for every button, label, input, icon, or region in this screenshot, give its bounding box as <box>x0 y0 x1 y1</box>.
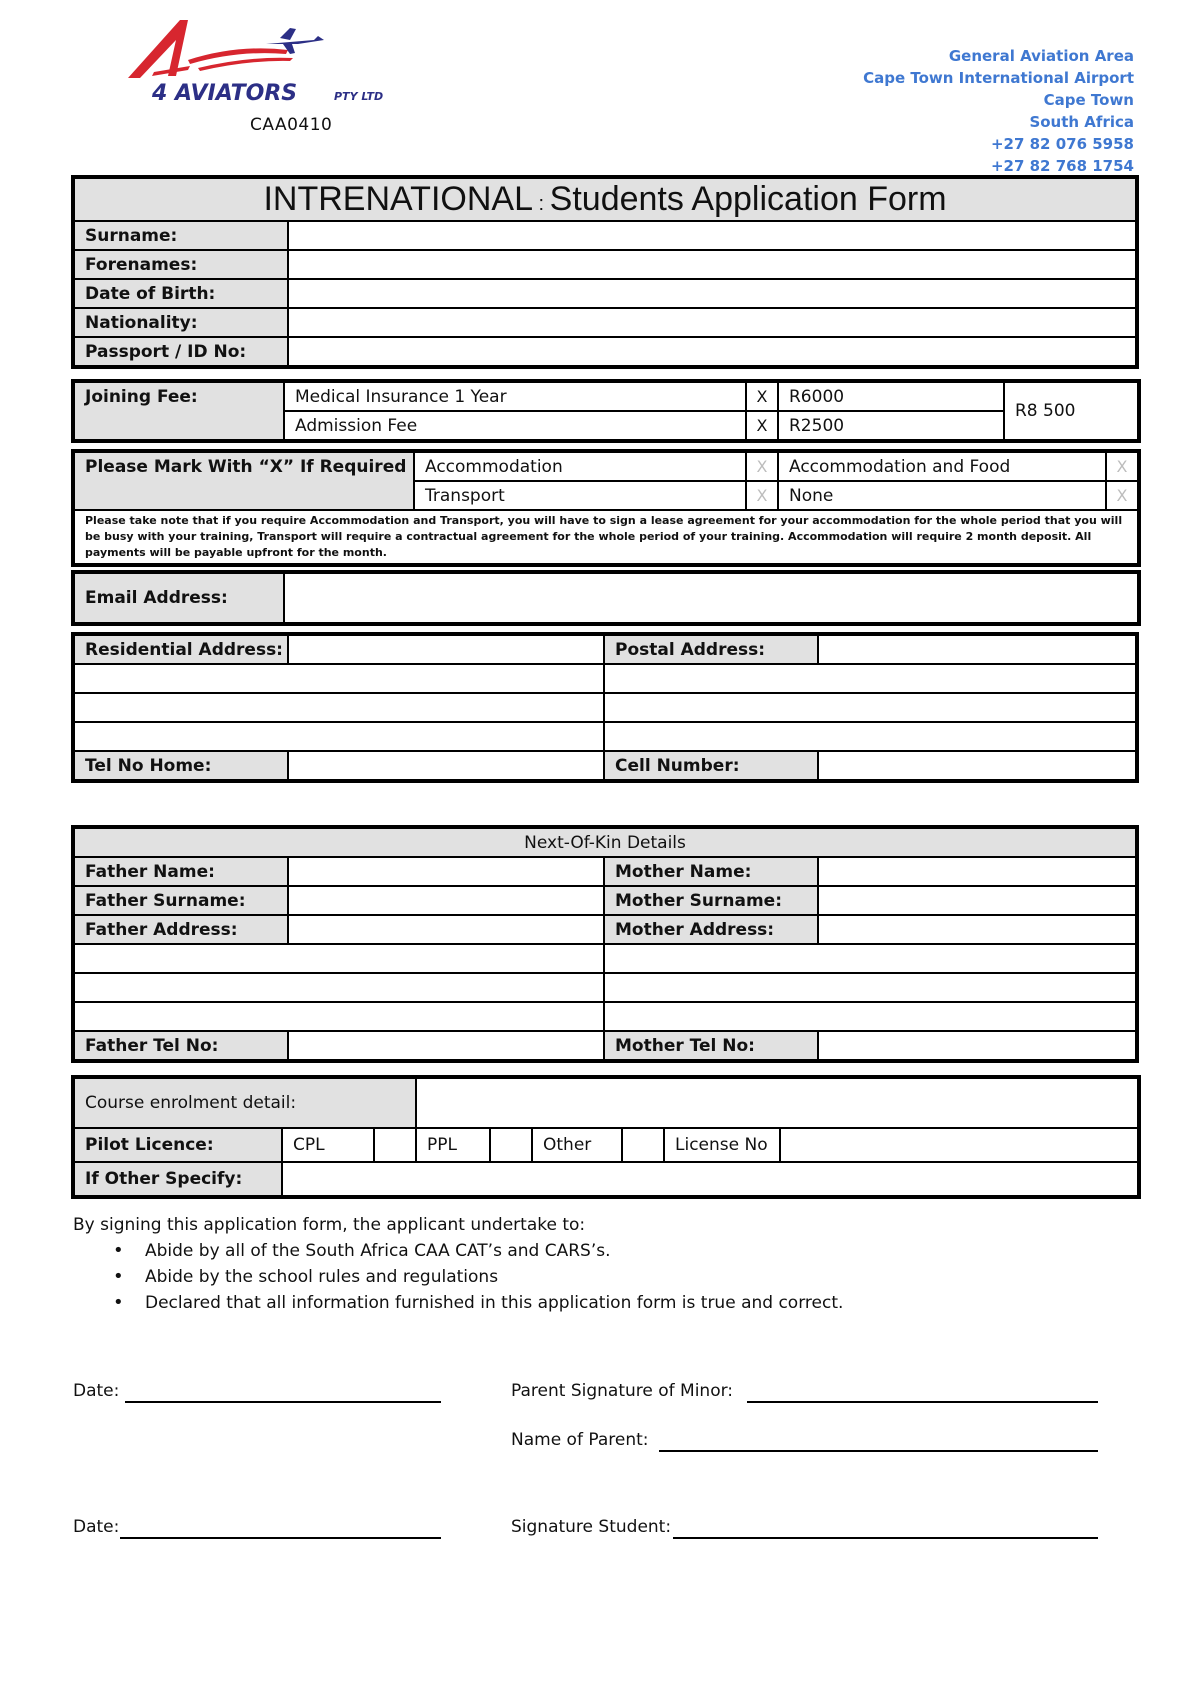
nationality-field[interactable] <box>288 308 1136 337</box>
none-checkbox[interactable]: X <box>1106 481 1138 510</box>
date-line-2[interactable] <box>120 1537 441 1539</box>
form-code: CAA0410 <box>250 115 333 135</box>
father-address-field[interactable] <box>288 915 604 944</box>
father-address-line[interactable] <box>74 1002 604 1031</box>
mother-tel-field[interactable] <box>818 1031 1136 1060</box>
joining-fee-label: Joining Fee: <box>74 382 284 440</box>
fee-item-mark[interactable]: X <box>746 411 778 440</box>
fee-item-mark[interactable]: X <box>746 382 778 411</box>
transport-checkbox[interactable]: X <box>746 481 778 510</box>
option-accommodation-food: Accommodation and Food <box>778 452 1106 481</box>
surname-label: Surname: <box>74 221 288 250</box>
mother-name-field[interactable] <box>818 857 1136 886</box>
consent-list <box>113 1238 843 1316</box>
joining-fee-table <box>73 381 1139 441</box>
postal-line[interactable] <box>604 664 1136 693</box>
address-line: Cape Town International Airport <box>863 69 1134 87</box>
surname-field[interactable] <box>288 221 1136 250</box>
address-line: Cape Town <box>1043 91 1134 109</box>
company-logo <box>118 14 458 106</box>
svg-text:4 AVIATORS: 4 AVIATORS <box>152 81 298 106</box>
mother-address-line[interactable] <box>604 1002 1136 1031</box>
nationality-label: Nationality: <box>74 308 288 337</box>
other-specify-field[interactable] <box>282 1162 1138 1196</box>
forenames-label: Forenames: <box>74 250 288 279</box>
father-address-line[interactable] <box>74 944 604 973</box>
consent-intro: By signing this application form, the applicant undertake to: <box>73 1215 586 1235</box>
ppl-label: PPL <box>416 1128 490 1162</box>
license-no-field[interactable] <box>780 1128 1138 1162</box>
forenames-field[interactable] <box>288 250 1136 279</box>
mother-surname-label: Mother Surname: <box>604 886 818 915</box>
postal-line[interactable] <box>604 693 1136 722</box>
accommodation-food-checkbox[interactable]: X <box>1106 452 1138 481</box>
address-line: South Africa <box>1029 113 1134 131</box>
dob-field[interactable] <box>288 279 1136 308</box>
consent-section <box>73 1212 843 1316</box>
date-label-2: Date: <box>73 1517 120 1537</box>
mother-address-line[interactable] <box>604 944 1136 973</box>
father-address-label: Father Address: <box>74 915 288 944</box>
fee-item-amount: R2500 <box>778 411 1004 440</box>
next-of-kin-table <box>73 827 1137 1061</box>
student-signature-line[interactable] <box>673 1537 1098 1539</box>
svg-text:PTY LTD: PTY LTD <box>334 90 384 103</box>
form-title: INTRENATIONAL : Students Application Form <box>74 178 1136 221</box>
consent-item: • Abide by the school rules and regulations <box>113 1264 843 1290</box>
ppl-checkbox[interactable] <box>490 1128 532 1162</box>
consent-item: • Abide by all of the South Africa CAA CAT’s and CARS’s. <box>113 1238 843 1264</box>
cpl-label: CPL <box>282 1128 374 1162</box>
fee-item-amount: R6000 <box>778 382 1004 411</box>
residential-line[interactable] <box>74 722 604 751</box>
postal-label: Postal Address: <box>604 635 818 664</box>
mother-address-line[interactable] <box>604 973 1136 1002</box>
cell-field[interactable] <box>818 751 1136 780</box>
company-address <box>863 45 1134 177</box>
residential-field[interactable] <box>288 635 604 664</box>
other-label: Other <box>532 1128 622 1162</box>
parent-signature-line[interactable] <box>747 1401 1098 1403</box>
residential-line[interactable] <box>74 664 604 693</box>
address-line: General Aviation Area <box>948 47 1134 65</box>
student-signature-label: Signature Student: <box>511 1517 672 1537</box>
email-field[interactable] <box>284 573 1138 623</box>
course-enrolment-field[interactable] <box>416 1078 1138 1128</box>
postal-line[interactable] <box>604 722 1136 751</box>
mother-surname-field[interactable] <box>818 886 1136 915</box>
cell-label: Cell Number: <box>604 751 818 780</box>
pilot-licence-label: Pilot Licence: <box>74 1128 282 1162</box>
personal-details-table <box>73 177 1137 367</box>
father-name-label: Father Name: <box>74 857 288 886</box>
date-label-1: Date: <box>73 1381 120 1401</box>
consent-item: • Declared that all information furnished in this application form is true and correct. <box>113 1290 843 1316</box>
father-surname-field[interactable] <box>288 886 604 915</box>
options-table <box>73 451 1139 565</box>
dob-label: Date of Birth: <box>74 279 288 308</box>
postal-field[interactable] <box>818 635 1136 664</box>
mother-tel-label: Mother Tel No: <box>604 1031 818 1060</box>
father-address-line[interactable] <box>74 973 604 1002</box>
option-transport: Transport <box>414 481 746 510</box>
license-no-label: License No <box>664 1128 780 1162</box>
fee-item-name: Medical Insurance 1 Year <box>284 382 746 411</box>
phone-line[interactable]: +27 82 076 5958 <box>990 135 1134 153</box>
tel-home-label: Tel No Home: <box>74 751 288 780</box>
accommodation-checkbox[interactable]: X <box>746 452 778 481</box>
parent-signature-label: Parent Signature of Minor: <box>511 1381 734 1401</box>
course-table <box>73 1077 1139 1197</box>
father-tel-label: Father Tel No: <box>74 1031 288 1060</box>
passport-label: Passport / ID No: <box>74 337 288 366</box>
option-none: None <box>778 481 1106 510</box>
other-specify-label: If Other Specify: <box>74 1162 282 1196</box>
phone-line[interactable]: +27 82 768 1754 <box>990 157 1134 175</box>
fee-total: R8 500 <box>1004 382 1138 440</box>
tel-home-field[interactable] <box>288 751 604 780</box>
parent-name-label: Name of Parent: <box>511 1430 649 1450</box>
course-enrolment-label: Course enrolment detail: <box>74 1078 416 1128</box>
father-tel-field[interactable] <box>288 1031 604 1060</box>
mother-name-label: Mother Name: <box>604 857 818 886</box>
mother-address-field[interactable] <box>818 915 1136 944</box>
father-surname-label: Father Surname: <box>74 886 288 915</box>
options-note: Please take note that if you require Accommodation and Transport, you will have to sign a lease agreement for your accommodation for the whole period that you will be busy with your training, Transport will require a contractual agreement for the whole period of your training. Accommodation will require 2 month deposit. All payments will be payable upfront for the month. <box>74 510 1138 564</box>
residential-label: Residential Address: <box>74 635 288 664</box>
options-label: Please Mark With “X” If Required <box>74 452 414 510</box>
passport-field[interactable] <box>288 337 1136 366</box>
email-label: Email Address: <box>74 573 284 623</box>
email-table <box>73 572 1139 624</box>
date-line-1[interactable] <box>125 1401 441 1403</box>
residential-line[interactable] <box>74 693 604 722</box>
parent-name-line[interactable] <box>659 1450 1098 1452</box>
address-table <box>73 634 1137 781</box>
father-name-field[interactable] <box>288 857 604 886</box>
next-of-kin-heading: Next-Of-Kin Details <box>74 828 1136 857</box>
other-checkbox[interactable] <box>622 1128 664 1162</box>
fee-item-name: Admission Fee <box>284 411 746 440</box>
mother-address-label: Mother Address: <box>604 915 818 944</box>
cpl-checkbox[interactable] <box>374 1128 416 1162</box>
option-accommodation: Accommodation <box>414 452 746 481</box>
